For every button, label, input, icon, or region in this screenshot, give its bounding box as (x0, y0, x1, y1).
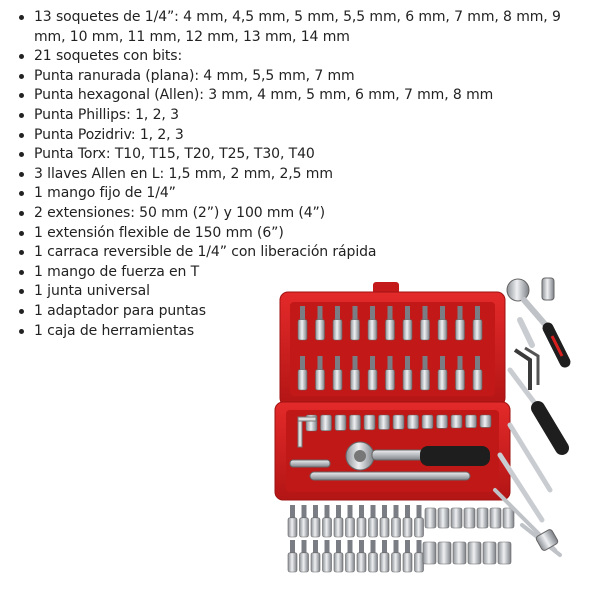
bit-socket (392, 505, 401, 537)
socket (480, 415, 491, 427)
socket (453, 542, 466, 564)
socket (364, 415, 375, 430)
list-item: 1 adaptador para puntas (12, 302, 592, 322)
socket (425, 508, 436, 528)
bit-socket (311, 540, 320, 572)
bit-socket (415, 540, 424, 572)
socket (335, 415, 346, 430)
list-item: 1 junta universal (12, 282, 592, 302)
loose-bits-row-2 (288, 540, 424, 572)
bit-socket (369, 540, 378, 572)
bit-socket (415, 505, 424, 537)
list-item: 1 caja de herramientas (12, 322, 592, 342)
bit-socket (334, 540, 343, 572)
socket (321, 415, 332, 431)
socket (503, 508, 514, 528)
loose-bits-row-1 (288, 505, 424, 537)
loose-sockets-row-1 (425, 508, 514, 528)
socket (437, 415, 448, 428)
bit-socket (323, 505, 332, 537)
socket (490, 508, 501, 528)
bit-adapter (520, 320, 532, 345)
list-item: Punta Pozidriv: 1, 2, 3 (12, 126, 592, 146)
socket (483, 542, 496, 564)
bit-socket (334, 505, 343, 537)
bit-socket (300, 505, 309, 537)
bit-socket (288, 505, 297, 537)
list-item: 1 extensión flexible de 150 mm (6”) (12, 224, 592, 244)
list-item: 1 carraca reversible de 1/4” con liberación rápida (12, 243, 592, 263)
bit-socket (346, 540, 355, 572)
universal-joint (542, 278, 554, 300)
socket (438, 508, 449, 528)
list-item: 13 soquetes de 1/4”: 4 mm, 4,5 mm, 5 mm, 5,5 mm, 6 mm, 7 mm, 8 mm, 9 mm, 10 mm, 11 mm, 12 mm, 13 mm, 14 mm (12, 8, 592, 47)
socket (477, 508, 488, 528)
bit-socket (311, 505, 320, 537)
list-item: Punta hexagonal (Allen): 3 mm, 4 mm, 5 mm, 6 mm, 7 mm, 8 mm (12, 86, 592, 106)
socket (393, 415, 404, 429)
bit-socket (346, 505, 355, 537)
bit-socket (380, 540, 389, 572)
socket (438, 542, 451, 564)
socket (422, 415, 433, 429)
socket (408, 415, 419, 429)
socket (451, 508, 462, 528)
socket (350, 415, 361, 430)
bit-socket (392, 540, 401, 572)
list-item: Punta Torx: T10, T15, T20, T25, T30, T40 (12, 145, 592, 165)
socket (379, 415, 390, 430)
list-item: 21 soquetes con bits: (12, 47, 592, 67)
bit-socket (357, 505, 366, 537)
list-item: 3 llaves Allen en L: 1,5 mm, 2 mm, 2,5 mm (12, 165, 592, 185)
toolkit-product-image (270, 250, 595, 595)
socket (423, 542, 436, 564)
bit-socket (403, 505, 412, 537)
list-item: 2 extensiones: 50 mm (2”) y 100 mm (4”) (12, 204, 592, 224)
socket (451, 415, 462, 428)
bit-socket (369, 505, 378, 537)
bit-socket (357, 540, 366, 572)
list-item: Punta Phillips: 1, 2, 3 (12, 106, 592, 126)
list-item: 1 mango fijo de 1/4” (12, 184, 592, 204)
bit-socket (380, 505, 389, 537)
socket (466, 415, 477, 428)
socket (498, 542, 511, 564)
bit-socket (300, 540, 309, 572)
socket (464, 508, 475, 528)
socket (468, 542, 481, 564)
list-item: Punta ranurada (plana): 4 mm, 5,5 mm, 7 mm (12, 67, 592, 87)
bit-socket (288, 540, 297, 572)
list-item: 1 mango de fuerza en T (12, 263, 592, 283)
bit-socket (403, 540, 412, 572)
bit-socket (323, 540, 332, 572)
loose-sockets-row-2 (423, 542, 511, 564)
